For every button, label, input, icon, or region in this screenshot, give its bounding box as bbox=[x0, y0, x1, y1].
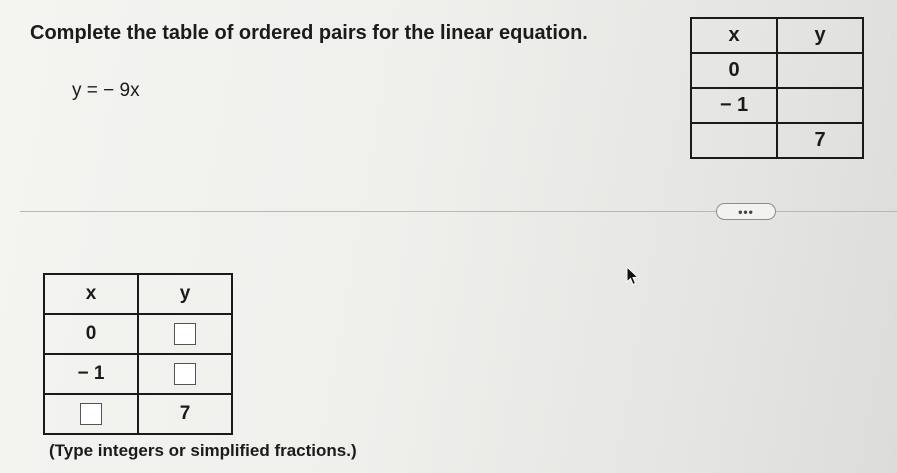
answer-input-x-row-3[interactable] bbox=[80, 403, 102, 425]
expand-question-button[interactable]: ••• bbox=[716, 203, 776, 220]
column-header-x: x bbox=[44, 274, 138, 314]
table-header-row bbox=[44, 274, 232, 314]
table-cell-y bbox=[138, 354, 232, 394]
table-row bbox=[691, 88, 863, 123]
table-cell-y: 7 bbox=[777, 123, 863, 158]
table-cell-x bbox=[44, 394, 138, 434]
table-cell-x: − 1 bbox=[44, 354, 138, 394]
table-header-row bbox=[691, 18, 863, 53]
table-cell-x: − 1 bbox=[691, 88, 777, 123]
given-ordered-pairs-table bbox=[690, 17, 864, 159]
table-cell-y: 7 bbox=[138, 394, 232, 434]
linear-equation: y = − 9x bbox=[72, 80, 140, 101]
answer-input-y-row-2[interactable] bbox=[174, 363, 196, 385]
table-cell-x: 0 bbox=[691, 53, 777, 88]
column-header-y: y bbox=[138, 274, 232, 314]
answer-format-hint: (Type integers or simplified fractions.) bbox=[49, 441, 357, 460]
answer-table bbox=[43, 273, 233, 435]
table-row bbox=[44, 314, 232, 354]
table-row bbox=[44, 394, 232, 434]
table-row bbox=[691, 123, 863, 158]
table-cell-y bbox=[777, 53, 863, 88]
column-header-y: y bbox=[777, 18, 863, 53]
table-row bbox=[691, 53, 863, 88]
column-header-x: x bbox=[691, 18, 777, 53]
table-cell-y bbox=[777, 88, 863, 123]
answer-input-y-row-1[interactable] bbox=[174, 323, 196, 345]
table-row bbox=[44, 354, 232, 394]
table-cell-x bbox=[691, 123, 777, 158]
mouse-pointer-icon bbox=[626, 266, 640, 291]
table-cell-y bbox=[138, 314, 232, 354]
question-instruction: Complete the table of ordered pairs for the linear equation. bbox=[30, 22, 588, 44]
table-cell-x: 0 bbox=[44, 314, 138, 354]
